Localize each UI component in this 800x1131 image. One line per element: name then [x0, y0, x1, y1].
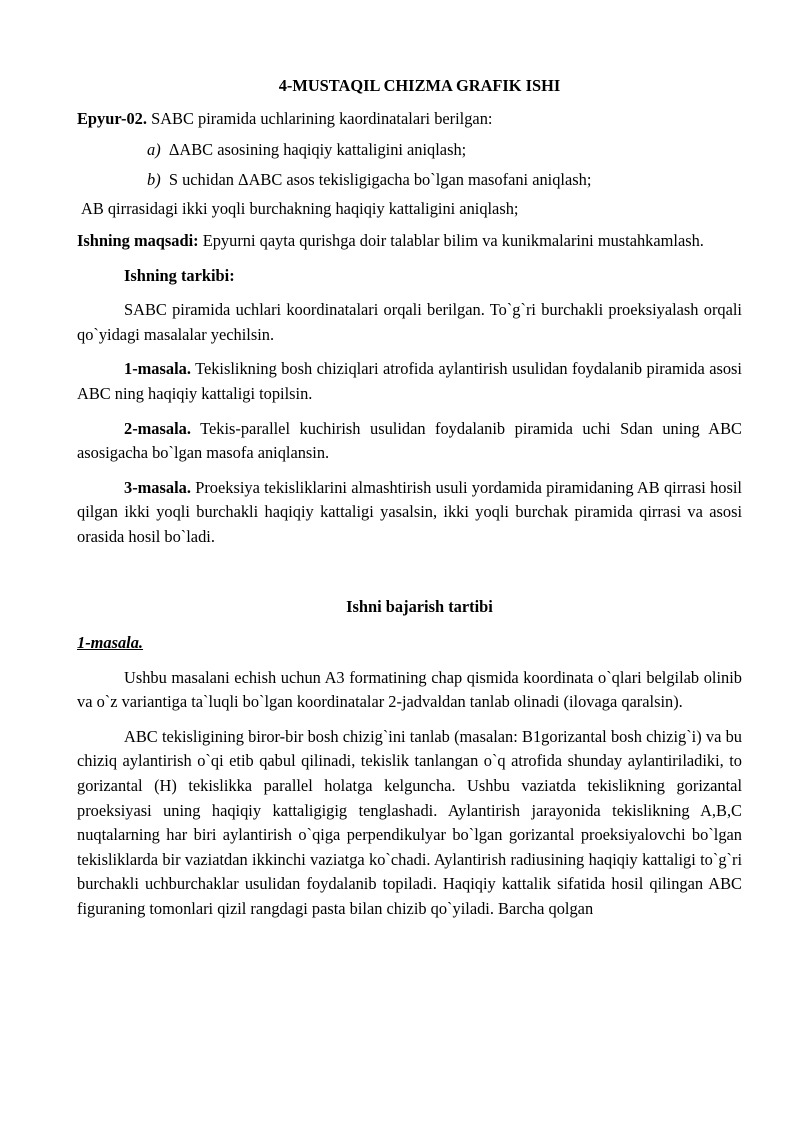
task-marker: a) [147, 140, 161, 160]
purpose-text: Epyurni qayta qurishga doir talablar bilim va kunikmalarini mustahkamlash. [198, 230, 704, 250]
task-item-b [77, 168, 742, 193]
epyur-label: Epyur-02. [77, 108, 147, 128]
problem-1 [77, 357, 742, 406]
masala1-paragraph-2: ABC tekisligining biror-bir bosh chizig`ini tanlab (masalan: B1gorizantal bosh chizig`i) va bu chiziq aylantirish o`qi etib qabul qilinadi, tekislik tanlangan o`q atrofida shunday aylantiriladiki, to gorizantal (H) tekislikka parallel holatga kelguncha. Ushbu vaziatda tekislikning gorizantal proeksiyasi uning haqiqiy kattaligigig tenglashadi. Aylantirish jarayonida tekislikning A,B,C nuqtalarning har biri aylantirish o`qiga perpendikulyar bo`lgan gorizantal proeksiyalovchi bo`lgan tekisliklarda bir vaziatdan ikkinchi vaziatga ko`chadi. Aylantirish radiusining haqiqiy kattaligi to`g`ri burchakli uchburchaklar usulidan foydalanib topiladi. Haqiqiy kattalik sifatida hosil qilingan ABC figuraning tomonlari qizil rangdagi pasta bilan chizib qo`yiladi. Barcha qolgan [77, 726, 742, 919]
problem-3 [77, 476, 742, 550]
purpose-label: Ishning maqsadi: [77, 230, 199, 250]
composition-heading: Ishning tarkibi: [124, 265, 235, 285]
page-title: 4-MUSTAQIL CHIZMA GRAFIK ISHI [278, 76, 561, 95]
problem-label: 2-masala. [124, 418, 191, 438]
masala1-heading: 1-masala. [77, 633, 144, 653]
procedure-heading: Ishni bajarish tartibi [346, 596, 493, 616]
document-page [77, 74, 742, 922]
purpose-paragraph [77, 229, 742, 254]
task-c: AB qirrasidagi ikki yoqli burchakning haqiqiy kattaligini aniqlash; [81, 199, 519, 219]
epyur-paragraph [77, 107, 742, 132]
problem-label: 1-masala. [124, 359, 191, 379]
task-text: S uchidan ΔABC asos tekisligigacha bo`lgan masofani aniqlash; [168, 169, 592, 189]
problem-2 [77, 417, 742, 466]
problem-text: Tekislikning bosh chiziqlari atrofida aylantirish usulidan foydalanib piramida asosi ABC ning haqiqiy kattaligi topilsin. [77, 359, 742, 403]
epyur-text: SABC piramida uchlarining kaordinatalari berilgan: [146, 108, 493, 128]
problem-text: Proeksiya tekisliklarini almashtirish usuli yordamida piramidaning AB qirrasi hosil qilgan ikki yoqli burchakli haqiqiy kattaligi yasalsin, ikki yoqli burchak piramida qirrasi va asosi orasida hosil bo`ladi. [77, 477, 742, 546]
problem-label: 3-masala. [124, 477, 191, 497]
composition-text: SABC piramida uchlari koordinatalari orqali berilgan. To`g`ri burchakli proeksiyalash orqali qo`yidagi masalalar yechilsin. [77, 300, 742, 344]
task-marker: b) [147, 169, 161, 189]
masala1-paragraph-1: Ushbu masalani echish uchun A3 formatining chap qismida koordinata o`qlari belgilab olinib va o`z variantiga ta`luqli bo`lgan koordinatalar 2-jadvaldan tanlab olinadi (ilovaga qaralsin). [77, 667, 742, 712]
task-item-a [77, 138, 742, 163]
problem-text: Tekis-parallel kuchirish usulidan foydalanib piramida uchi Sdan uning ABC asosigacha bo`lgan masofa aniqlansin. [77, 418, 742, 463]
task-text: ΔABC asosining haqiqiy kattaligini aniqlash; [168, 140, 467, 160]
